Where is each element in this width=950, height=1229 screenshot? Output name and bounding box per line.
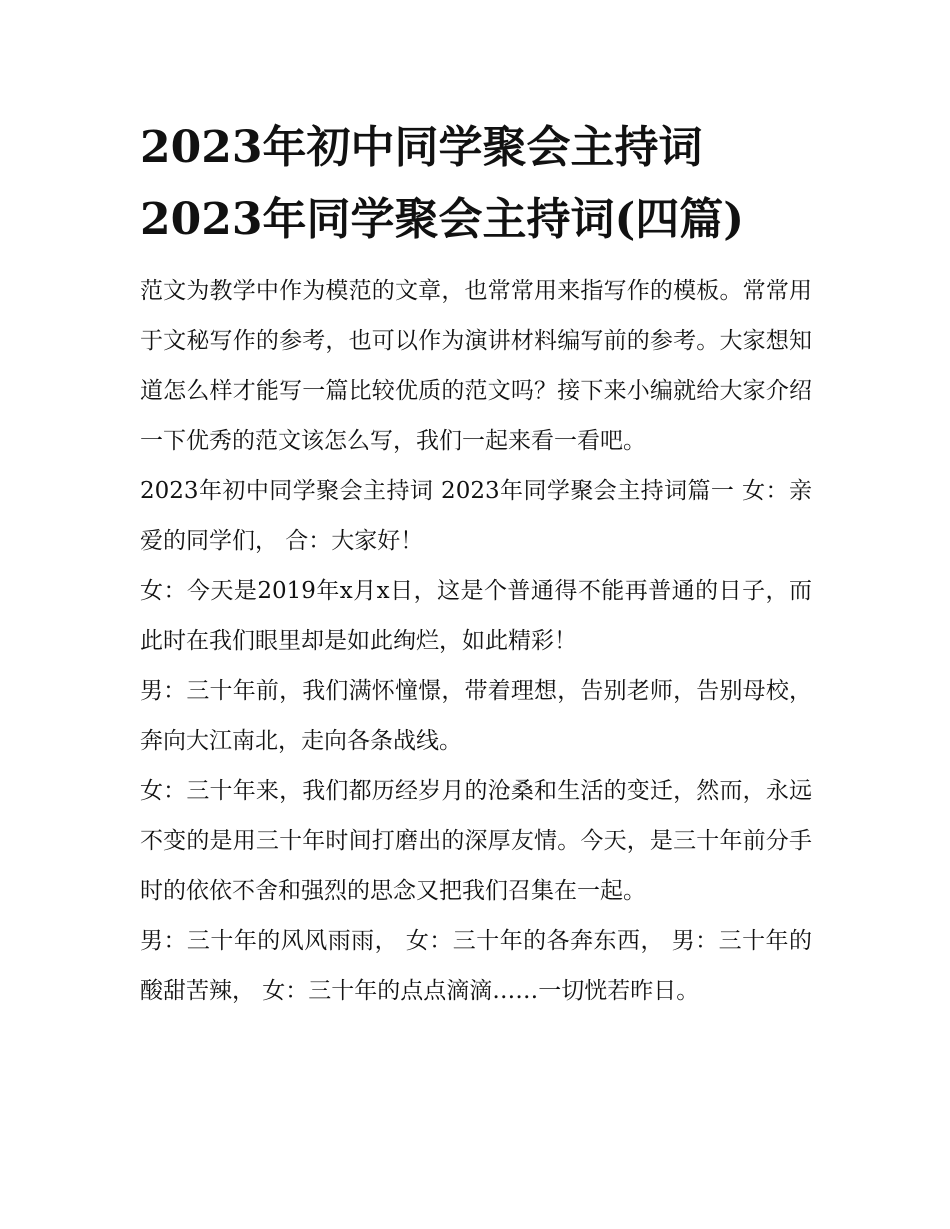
paragraph-dialogue: 男：三十年的风风雨雨， 女：三十年的各奔东西， 男：三十年的酸甜苦辣， 女：三十年的点点滴滴……一切恍若昨日。 — [140, 928, 812, 1004]
paragraph-intro: 范文为教学中作为模范的文章，也常常用来指写作的模板。常常用于文秘写作的参考，也可以作为演讲材料编写前的参考。大家想知道怎么样才能写一篇比较优质的范文吗？接下来小编就给大家介绍一下优秀的范文该怎么写，我们一起来看一看吧。 — [140, 278, 812, 454]
document-body — [140, 266, 812, 1016]
paragraph-opening: 2023年初中同学聚会主持词 2023年同学聚会主持词篇一 女：亲爱的同学们， 合：大家好！ — [140, 478, 812, 554]
paragraph-male-1: 男：三十年前，我们满怀憧憬，带着理想，告别老师，告别母校，奔向大江南北，走向各条战线。 — [140, 678, 812, 754]
document-title — [140, 112, 812, 256]
title-line-1: 2023年初中同学聚会主持词 — [140, 122, 703, 173]
document-page — [140, 112, 812, 1016]
paragraph-female-1: 女：今天是2019年x月x日，这是个普通得不能再普通的日子，而此时在我们眼里却是如此绚烂，如此精彩！ — [140, 578, 812, 654]
title-line-2: 2023年同学聚会主持词(四篇) — [140, 194, 745, 245]
paragraph-female-2: 女：三十年来，我们都历经岁月的沧桑和生活的变迁，然而，永远不变的是用三十年时间打磨出的深厚友情。今天，是三十年前分手时的依依不舍和强烈的思念又把我们召集在一起。 — [140, 778, 812, 904]
